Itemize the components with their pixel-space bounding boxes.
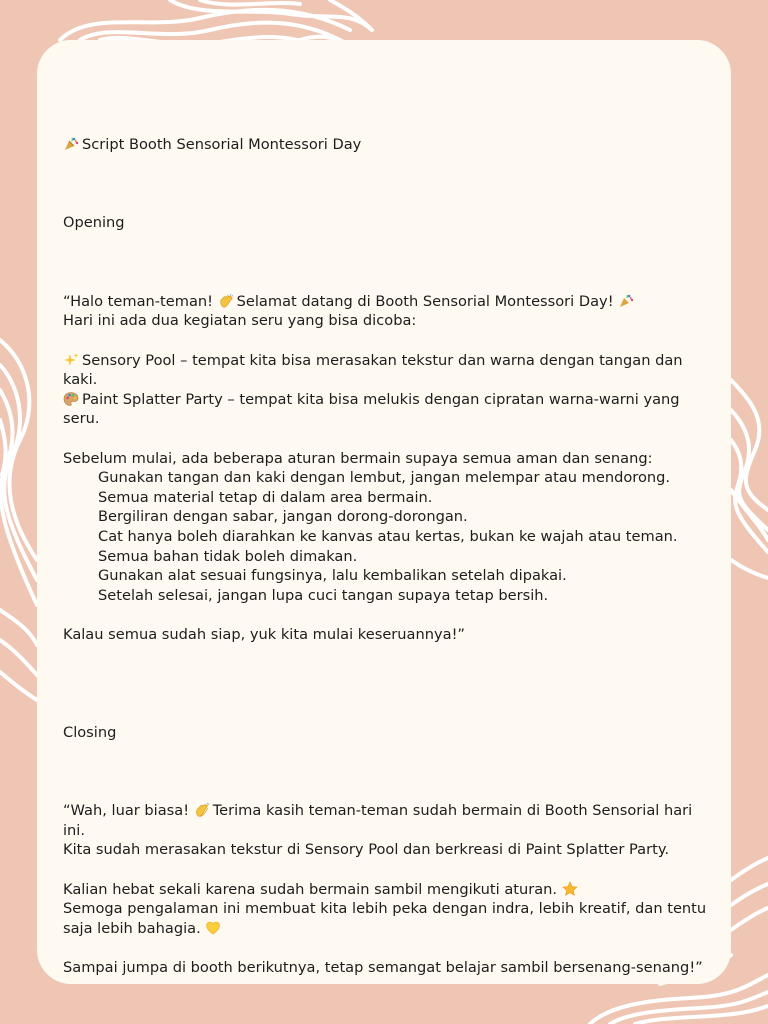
script-content (63, 135, 707, 978)
rule-item: Bergiliran dengan sabar, jangan dorong-dorongan. (98, 508, 468, 526)
rule-item: Gunakan tangan dan kaki dengan lembut, jangan melempar atau mendorong. (98, 469, 671, 487)
closing-line-1: “Wah, luar biasa! Terima kasih teman-teman sudah bermain di Booth Sensorial hari ini. (63, 802, 693, 839)
rule-item: Gunakan alat sesuai fungsinya, lalu kembalikan setelah dipakai. (98, 567, 567, 585)
party-popper-icon (618, 293, 634, 309)
palette-icon (63, 391, 79, 407)
activity-item: Sensory Pool – tempat kita bisa merasakan tekstur dan warna dengan tangan dan kaki. (63, 351, 683, 389)
yellow-heart-icon (205, 920, 221, 936)
activity-item: Paint Splatter Party – tempat kita bisa melukis dengan cipratan warna-warni yang seru. (63, 390, 680, 428)
opening-greeting: “Halo teman-teman! Selamat datang di Booth Sensorial Montessori Day! (63, 292, 707, 312)
rule-item: Semua bahan tidak boleh dimakan. (98, 547, 358, 565)
opening-closing-line: Kalau semua sudah siap, yuk kita mulai keseruannya!” (63, 625, 465, 643)
rule-item: Setelah selesai, jangan lupa cuci tangan supaya tetap bersih. (98, 586, 549, 604)
document-title: Script Booth Sensorial Montessori Day (63, 135, 707, 155)
party-popper-icon (63, 136, 79, 152)
script-card (37, 40, 731, 984)
closing-heading: Closing (63, 723, 117, 741)
closing-line-4: Semoga pengalaman ini membuat kita lebih peka dengan indra, lebih kreatif, dan tentu saja lebih bahagia. (63, 900, 707, 937)
waving-hand-icon (218, 293, 234, 309)
closing-line-2: Kita sudah merasakan tekstur di Sensory Pool dan berkreasi di Paint Splatter Party. (63, 841, 670, 859)
sparkles-icon (63, 352, 79, 368)
opening-heading: Opening (63, 214, 125, 232)
farewell-line: Sampai jumpa di booth berikutnya, tetap semangat belajar sambil bersenang-senang!” (63, 959, 703, 976)
rule-item: Cat hanya boleh diarahkan ke kanvas atau kertas, bukan ke wajah atau teman. (98, 527, 678, 545)
star-icon (562, 881, 578, 897)
rule-item: Semua material tetap di dalam area bermain. (98, 488, 433, 506)
clapping-hands-icon (194, 802, 210, 818)
opening-intro: Hari ini ada dua kegiatan seru yang bisa dicoba: (63, 312, 417, 330)
rules-intro: Sebelum mulai, ada beberapa aturan bermain supaya semua aman dan senang: (63, 449, 653, 467)
closing-line-3: Kalian hebat sekali karena sudah bermain sambil mengikuti aturan. (63, 880, 707, 900)
